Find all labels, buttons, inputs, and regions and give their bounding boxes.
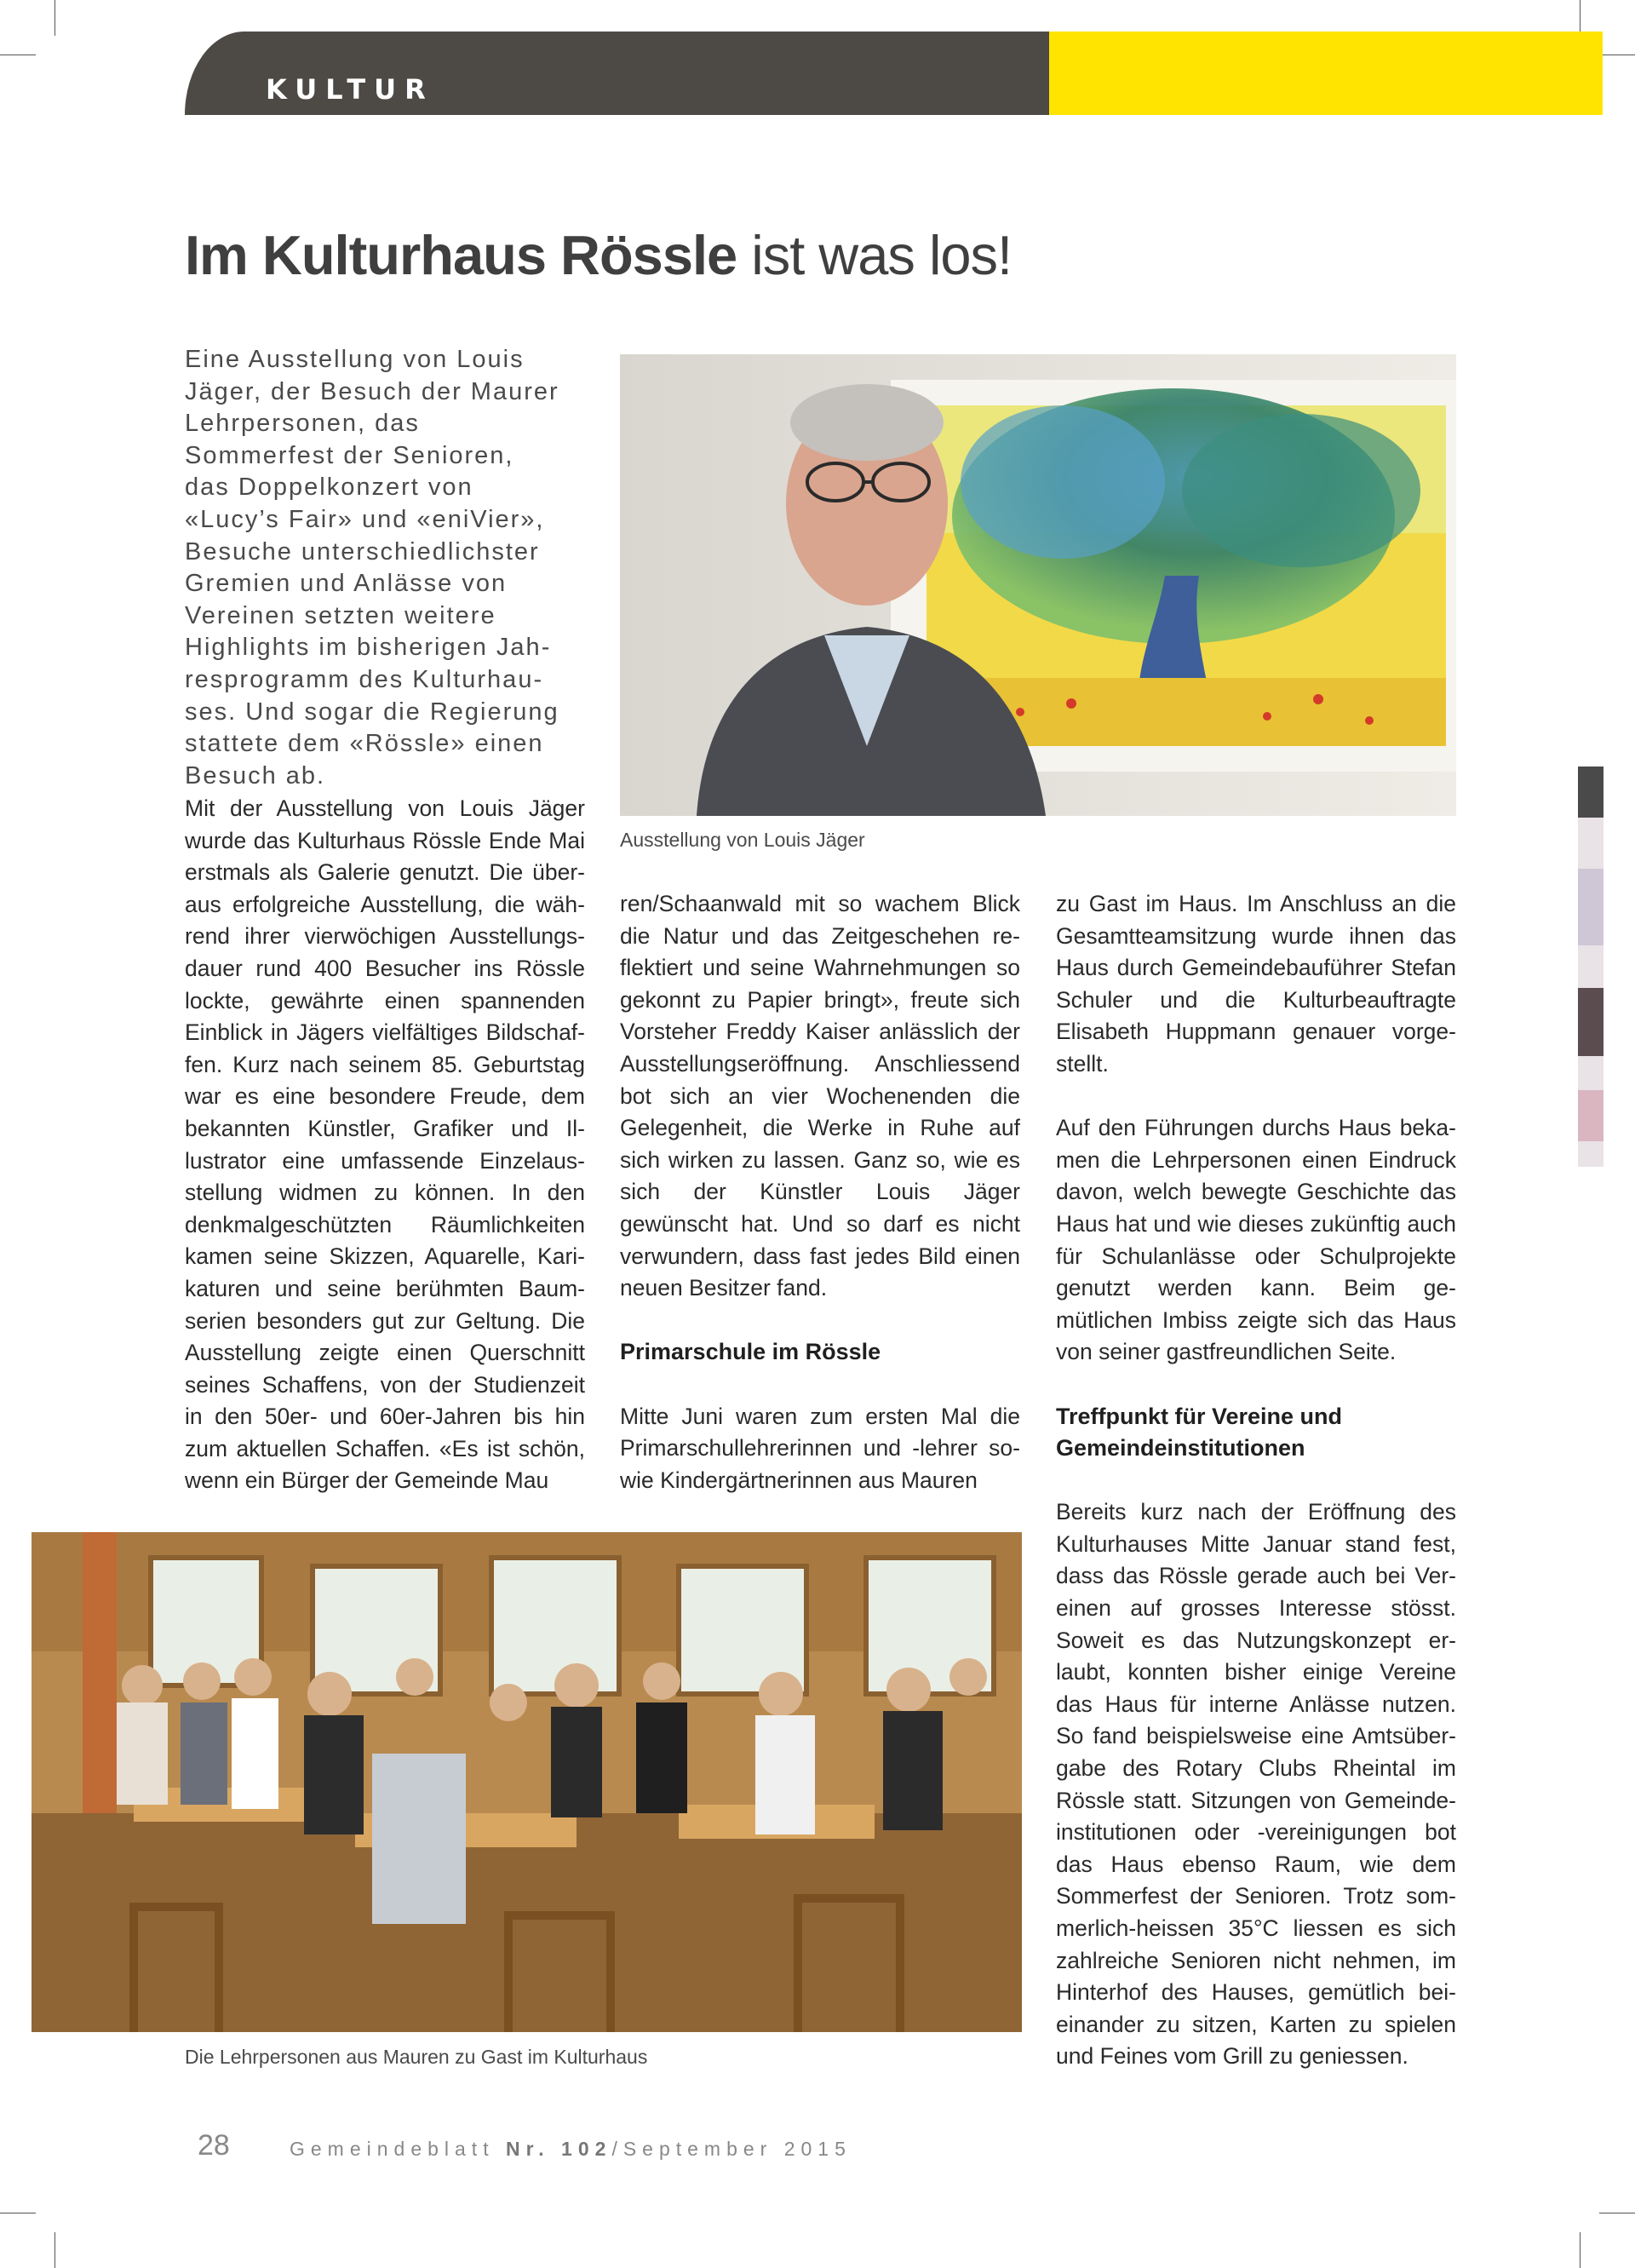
article-column-1	[185, 793, 585, 1497]
crop-mark	[54, 0, 55, 36]
subheading-primarschule: Primarschule im Rössle	[620, 1339, 881, 1365]
headline-regular: ist was los!	[737, 224, 1013, 286]
paragraph: Mitte Juni waren zum ersten Mal die Primarschullehrerinnen und -lehrer sowie Kindergärtnerinnen aus Mauren	[620, 1403, 1020, 1493]
photo-lehrpersonen	[32, 1532, 1022, 2032]
photo-lehrpersonen-image	[32, 1532, 1022, 2032]
paragraph: Auf den Führungen durchs Haus bekamen die Lehrpersonen einen Eindruck davon, welch bewegte Geschichte das Haus hat und wie dieses zukünftig auch für Schulanlässe oder Schulprojekte genutzt werden kann. Beim gemütlichen Imbiss zeigte sich das Haus von seiner gastfreundlichen Seite.	[1056, 1115, 1456, 1365]
page-number: 28	[198, 2129, 230, 2162]
article-column-2	[620, 888, 1020, 1496]
photo-louis-jaeger	[620, 354, 1456, 816]
caption-photo-lehrpersonen: Die Lehrpersonen aus Mauren zu Gast im Kulturhaus	[185, 2046, 648, 2068]
article-lead: Eine Ausstellung von Louis Jäger, der Besuch der Maurer Lehrpersonen, das Sommerfest der Senioren, das Doppelkonzert von «Lucy’s Fair» und «eniVier», Besuche unterschiedlichster Gremien und Anlässe von Vereinen setzten weitere Highlights im bisherigen Jahresprogramm des Kulturhauses. Und sogar die Regierung stattete dem «Rössle» einen Besuch ab.	[185, 346, 559, 789]
article-headline	[185, 223, 1012, 287]
paragraph: Mit der Ausstellung von Louis Jäger wurde das Kulturhaus Rössle Ende Mai erstmals als Galerie genutzt. Die überaus erfolgreiche Ausstellung, die während ihrer vierwöchigen Ausstellungsdauer rund 400 Besucher ins Rössle lockte, gewährte einen spannenden Einblick in Jägers vielfältiges Bildschaffen. Kurz nach seinem 85. Geburtstag war es eine besondere Freude, dem bekannten Künstler, Grafiker und Illustrator eine umfassende Einzelausstellung widmen zu können. In den denkmalgeschützten Räumlichkeiten kamen seine Skizzen, Aquarelle, Karikaturen und seine berühmten Baumserien besonders gut zur Geltung. Die Ausstellung zeigte einen Querschnitt seines Schaffens, von der Studienzeit in den 50er- und 60er-Jahren bis hin zum aktuellen Schaffen. «Es ist schön, wenn ein Bürger der Gemeinde Mau	[185, 795, 585, 1494]
publication-name: Gemeindeblatt	[290, 2138, 506, 2160]
next-page-bleed	[1578, 767, 1603, 1167]
headline-bold: Im Kulturhaus Rössle	[185, 224, 737, 286]
section-label: KULTUR	[266, 73, 434, 106]
section-header-accent	[1049, 32, 1603, 115]
publication-info	[290, 2138, 852, 2161]
article-column-3	[1056, 888, 1456, 2073]
paragraph: ren/Schaanwald mit so wachem Blick die Natur und das Zeitgeschehen reflektiert und seine Wahrnehmungen so gekonnt zu Papier bringt», freute sich Vorsteher Freddy Kaiser anlässlich der Ausstellungseröffnung. Anschliessend bot sich an vier Wochenenden die Gelegenheit, die Werke in Ruhe auf sich wirken zu lassen. Ganz so, wie es sich der Künstler Louis Jäger gewünscht hat. Und so darf es nicht verwundern, dass fast jedes Bild einen neuen Besitzer fand.	[620, 891, 1020, 1301]
paragraph: Bereits kurz nach der Eröffnung des Kulturhauses Mitte Januar stand fest, dass das Rössle gerade auch bei Vereinen auf grosses Interesse stösst. Soweit es das Nutzungskonzept erlaubt, konnten bisher einige Vereine das Haus für interne Anlässe nutzen. So fand beispielsweise eine Amtsübergabe des Rotary Clubs Rheintal im Rössle statt. Sitzungen von Gemeindeinstitutionen oder -vereinigungen bot das Haus ebenso Raum, wie dem Sommerfest der Senioren. Trotz sommerlich-heissen 35°C liessen es sich zahlreiche Senioren nicht nehmen, im Hinterhof des Hauses, gemütlich beieinander zu sitzen, Karten zu spielen und Feines vom Grill zu geniessen.	[1056, 1499, 1456, 2070]
issue-date: /September 2015	[611, 2138, 852, 2160]
issue-number: Nr. 102	[505, 2138, 612, 2160]
caption-photo-louis-jaeger: Ausstellung von Louis Jäger	[620, 829, 865, 851]
crop-mark	[54, 2232, 55, 2268]
paragraph: zu Gast im Haus. Im Anschluss an die Gesamtteamsitzung wurde ihnen das Haus durch Gemeindebauführer Stefan Schuler und die Kulturbeauftragte Elisabeth Huppmann genauer vorgestellt.	[1056, 891, 1456, 1077]
subheading-treffpunkt: Treffpunkt für Vereine und Gemeindeinstitutionen	[1056, 1403, 1343, 1461]
photo-louis-jaeger-image	[620, 354, 1456, 816]
